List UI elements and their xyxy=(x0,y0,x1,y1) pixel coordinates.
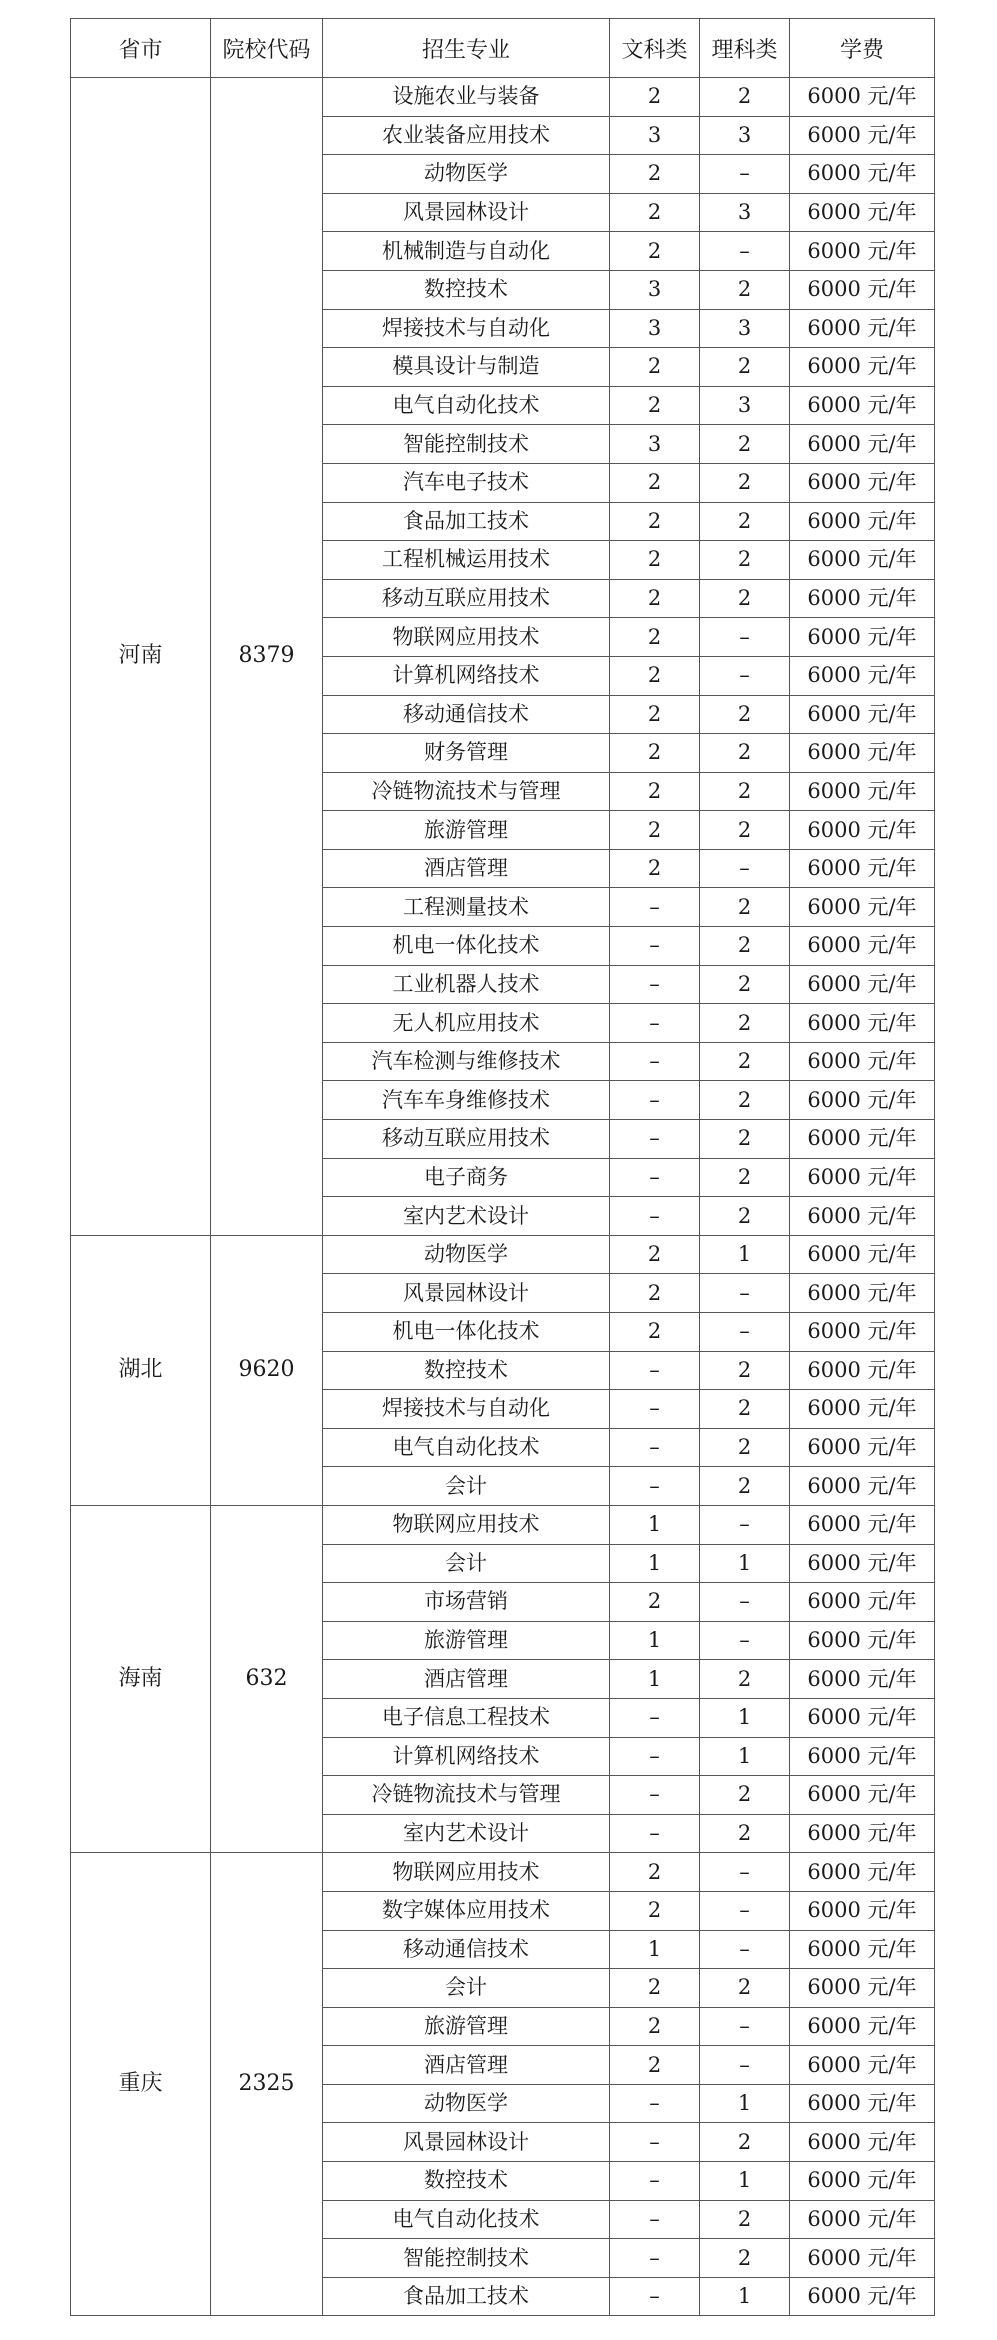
science-quota-cell: – xyxy=(700,1853,790,1892)
tuition-cell: 6000 元/年 xyxy=(790,579,935,618)
arts-quota-cell: 2 xyxy=(610,1891,700,1930)
tuition-cell: 6000 元/年 xyxy=(790,2162,935,2201)
major-cell: 旅游管理 xyxy=(323,811,610,850)
tuition-cell: 6000 元/年 xyxy=(790,888,935,927)
tuition-cell: 6000 元/年 xyxy=(790,1969,935,2008)
province-cell: 河南 xyxy=(71,78,211,1236)
tuition-cell: 6000 元/年 xyxy=(790,1891,935,1930)
header-arts-quota: 文科类 xyxy=(610,19,700,78)
tuition-cell: 6000 元/年 xyxy=(790,1814,935,1853)
tuition-cell: 6000 元/年 xyxy=(790,1505,935,1544)
major-cell: 旅游管理 xyxy=(323,2007,610,2046)
major-cell: 酒店管理 xyxy=(323,849,610,888)
major-cell: 移动通信技术 xyxy=(323,695,610,734)
arts-quota-cell: 2 xyxy=(610,772,700,811)
major-cell: 室内艺术设计 xyxy=(323,1197,610,1236)
tuition-cell: 6000 元/年 xyxy=(790,309,935,348)
school-code-cell: 2325 xyxy=(211,1853,323,2316)
tuition-cell: 6000 元/年 xyxy=(790,2046,935,2085)
major-cell: 工程测量技术 xyxy=(323,888,610,927)
major-cell: 计算机网络技术 xyxy=(323,656,610,695)
arts-quota-cell: 3 xyxy=(610,116,700,155)
major-cell: 室内艺术设计 xyxy=(323,1814,610,1853)
arts-quota-cell: 1 xyxy=(610,1660,700,1699)
major-cell: 机械制造与自动化 xyxy=(323,232,610,271)
science-quota-cell: – xyxy=(700,1621,790,1660)
science-quota-cell: 2 xyxy=(700,502,790,541)
tuition-cell: 6000 元/年 xyxy=(790,1197,935,1236)
major-cell: 冷链物流技术与管理 xyxy=(323,1776,610,1815)
tuition-cell: 6000 元/年 xyxy=(790,772,935,811)
school-code-cell: 8379 xyxy=(211,78,323,1236)
table-row xyxy=(71,1853,935,1892)
science-quota-cell: – xyxy=(700,232,790,271)
arts-quota-cell: 2 xyxy=(610,618,700,657)
tuition-cell: 6000 元/年 xyxy=(790,78,935,117)
science-quota-cell: 3 xyxy=(700,386,790,425)
province-cell: 重庆 xyxy=(71,1853,211,2316)
science-quota-cell: 1 xyxy=(700,1235,790,1274)
science-quota-cell: – xyxy=(700,656,790,695)
major-cell: 移动互联应用技术 xyxy=(323,1120,610,1159)
province-cell: 湖北 xyxy=(71,1235,211,1505)
arts-quota-cell: – xyxy=(610,1081,700,1120)
tuition-cell: 6000 元/年 xyxy=(790,348,935,387)
major-cell: 汽车车身维修技术 xyxy=(323,1081,610,1120)
arts-quota-cell: 3 xyxy=(610,425,700,464)
tuition-cell: 6000 元/年 xyxy=(790,2277,935,2316)
major-cell: 会计 xyxy=(323,1969,610,2008)
arts-quota-cell: 2 xyxy=(610,1969,700,2008)
tuition-cell: 6000 元/年 xyxy=(790,965,935,1004)
major-cell: 移动通信技术 xyxy=(323,1930,610,1969)
science-quota-cell: 3 xyxy=(700,309,790,348)
major-cell: 焊接技术与自动化 xyxy=(323,309,610,348)
tuition-cell: 6000 元/年 xyxy=(790,502,935,541)
arts-quota-cell: – xyxy=(610,2162,700,2201)
arts-quota-cell: – xyxy=(610,1004,700,1043)
science-quota-cell: 2 xyxy=(700,734,790,773)
science-quota-cell: – xyxy=(700,1274,790,1313)
arts-quota-cell: 3 xyxy=(610,270,700,309)
tuition-cell: 6000 元/年 xyxy=(790,1351,935,1390)
major-cell: 模具设计与制造 xyxy=(323,348,610,387)
table-header xyxy=(71,19,935,78)
header-tuition: 学费 xyxy=(790,19,935,78)
science-quota-cell: 2 xyxy=(700,888,790,927)
science-quota-cell: 1 xyxy=(700,2084,790,2123)
arts-quota-cell: – xyxy=(610,1197,700,1236)
science-quota-cell: – xyxy=(700,1891,790,1930)
arts-quota-cell: 1 xyxy=(610,1505,700,1544)
arts-quota-cell: 2 xyxy=(610,1853,700,1892)
major-cell: 机电一体化技术 xyxy=(323,927,610,966)
tuition-cell: 6000 元/年 xyxy=(790,2200,935,2239)
major-cell: 电子商务 xyxy=(323,1158,610,1197)
tuition-cell: 6000 元/年 xyxy=(790,541,935,580)
tuition-cell: 6000 元/年 xyxy=(790,270,935,309)
tuition-cell: 6000 元/年 xyxy=(790,1235,935,1274)
tuition-cell: 6000 元/年 xyxy=(790,1853,935,1892)
major-cell: 无人机应用技术 xyxy=(323,1004,610,1043)
science-quota-cell: 2 xyxy=(700,270,790,309)
arts-quota-cell: 2 xyxy=(610,1274,700,1313)
arts-quota-cell: 1 xyxy=(610,1930,700,1969)
science-quota-cell: 1 xyxy=(700,2277,790,2316)
science-quota-cell: 2 xyxy=(700,1428,790,1467)
science-quota-cell: 2 xyxy=(700,1004,790,1043)
arts-quota-cell: 1 xyxy=(610,1544,700,1583)
arts-quota-cell: 1 xyxy=(610,1621,700,1660)
science-quota-cell: 1 xyxy=(700,1737,790,1776)
tuition-cell: 6000 元/年 xyxy=(790,1390,935,1429)
major-cell: 汽车电子技术 xyxy=(323,463,610,502)
province-cell: 海南 xyxy=(71,1505,211,1852)
arts-quota-cell: – xyxy=(610,1042,700,1081)
tuition-cell: 6000 元/年 xyxy=(790,1583,935,1622)
arts-quota-cell: – xyxy=(610,1158,700,1197)
major-cell: 酒店管理 xyxy=(323,1660,610,1699)
tuition-cell: 6000 元/年 xyxy=(790,1042,935,1081)
science-quota-cell: 2 xyxy=(700,772,790,811)
science-quota-cell: 2 xyxy=(700,1120,790,1159)
arts-quota-cell: 2 xyxy=(610,811,700,850)
arts-quota-cell: 2 xyxy=(610,2007,700,2046)
header-province: 省市 xyxy=(71,19,211,78)
major-cell: 数控技术 xyxy=(323,2162,610,2201)
header-science-quota: 理科类 xyxy=(700,19,790,78)
science-quota-cell: 1 xyxy=(700,2162,790,2201)
tuition-cell: 6000 元/年 xyxy=(790,1158,935,1197)
school-code-cell: 632 xyxy=(211,1505,323,1852)
arts-quota-cell: 2 xyxy=(610,541,700,580)
header-major: 招生专业 xyxy=(323,19,610,78)
table-body xyxy=(71,78,935,2316)
tuition-cell: 6000 元/年 xyxy=(790,1428,935,1467)
tuition-cell: 6000 元/年 xyxy=(790,1274,935,1313)
tuition-cell: 6000 元/年 xyxy=(790,618,935,657)
science-quota-cell: 2 xyxy=(700,1776,790,1815)
major-cell: 数控技术 xyxy=(323,270,610,309)
arts-quota-cell: 2 xyxy=(610,232,700,271)
arts-quota-cell: 2 xyxy=(610,193,700,232)
arts-quota-cell: 2 xyxy=(610,849,700,888)
tuition-cell: 6000 元/年 xyxy=(790,1737,935,1776)
major-cell: 电气自动化技术 xyxy=(323,386,610,425)
major-cell: 旅游管理 xyxy=(323,1621,610,1660)
tuition-cell: 6000 元/年 xyxy=(790,155,935,194)
tuition-cell: 6000 元/年 xyxy=(790,927,935,966)
arts-quota-cell: 2 xyxy=(610,1235,700,1274)
science-quota-cell: 2 xyxy=(700,1814,790,1853)
arts-quota-cell: – xyxy=(610,2239,700,2278)
tuition-cell: 6000 元/年 xyxy=(790,1544,935,1583)
tuition-cell: 6000 元/年 xyxy=(790,386,935,425)
arts-quota-cell: 2 xyxy=(610,348,700,387)
major-cell: 会计 xyxy=(323,1467,610,1506)
major-cell: 数控技术 xyxy=(323,1351,610,1390)
science-quota-cell: 2 xyxy=(700,425,790,464)
major-cell: 风景园林设计 xyxy=(323,193,610,232)
arts-quota-cell: 2 xyxy=(610,502,700,541)
major-cell: 财务管理 xyxy=(323,734,610,773)
science-quota-cell: 2 xyxy=(700,78,790,117)
major-cell: 风景园林设计 xyxy=(323,1274,610,1313)
science-quota-cell: 2 xyxy=(700,2239,790,2278)
science-quota-cell: 2 xyxy=(700,541,790,580)
arts-quota-cell: – xyxy=(610,1737,700,1776)
arts-quota-cell: – xyxy=(610,965,700,1004)
school-code-cell: 9620 xyxy=(211,1235,323,1505)
science-quota-cell: 2 xyxy=(700,695,790,734)
tuition-cell: 6000 元/年 xyxy=(790,1467,935,1506)
major-cell: 酒店管理 xyxy=(323,2046,610,2085)
tuition-cell: 6000 元/年 xyxy=(790,811,935,850)
tuition-cell: 6000 元/年 xyxy=(790,193,935,232)
header-row xyxy=(71,19,935,78)
science-quota-cell: 2 xyxy=(700,1351,790,1390)
major-cell: 数字媒体应用技术 xyxy=(323,1891,610,1930)
arts-quota-cell: 2 xyxy=(610,695,700,734)
science-quota-cell: – xyxy=(700,618,790,657)
major-cell: 动物医学 xyxy=(323,1235,610,1274)
science-quota-cell: 2 xyxy=(700,1197,790,1236)
science-quota-cell: – xyxy=(700,1505,790,1544)
tuition-cell: 6000 元/年 xyxy=(790,1004,935,1043)
arts-quota-cell: 2 xyxy=(610,579,700,618)
tuition-cell: 6000 元/年 xyxy=(790,1081,935,1120)
science-quota-cell: – xyxy=(700,2046,790,2085)
major-cell: 风景园林设计 xyxy=(323,2123,610,2162)
science-quota-cell: – xyxy=(700,1583,790,1622)
arts-quota-cell: 2 xyxy=(610,656,700,695)
arts-quota-cell: – xyxy=(610,2084,700,2123)
arts-quota-cell: – xyxy=(610,1467,700,1506)
science-quota-cell: – xyxy=(700,2007,790,2046)
tuition-cell: 6000 元/年 xyxy=(790,849,935,888)
arts-quota-cell: – xyxy=(610,1390,700,1429)
arts-quota-cell: – xyxy=(610,2200,700,2239)
arts-quota-cell: 2 xyxy=(610,463,700,502)
tuition-cell: 6000 元/年 xyxy=(790,2239,935,2278)
tuition-cell: 6000 元/年 xyxy=(790,1660,935,1699)
science-quota-cell: 2 xyxy=(700,1390,790,1429)
major-cell: 冷链物流技术与管理 xyxy=(323,772,610,811)
arts-quota-cell: 2 xyxy=(610,386,700,425)
arts-quota-cell: – xyxy=(610,1776,700,1815)
science-quota-cell: 2 xyxy=(700,1081,790,1120)
arts-quota-cell: 2 xyxy=(610,1313,700,1352)
arts-quota-cell: 3 xyxy=(610,309,700,348)
major-cell: 会计 xyxy=(323,1544,610,1583)
science-quota-cell: – xyxy=(700,1930,790,1969)
arts-quota-cell: 2 xyxy=(610,1583,700,1622)
science-quota-cell: 2 xyxy=(700,348,790,387)
tuition-cell: 6000 元/年 xyxy=(790,2007,935,2046)
major-cell: 电气自动化技术 xyxy=(323,1428,610,1467)
arts-quota-cell: 2 xyxy=(610,78,700,117)
arts-quota-cell: – xyxy=(610,888,700,927)
major-cell: 物联网应用技术 xyxy=(323,1853,610,1892)
arts-quota-cell: – xyxy=(610,1120,700,1159)
major-cell: 设施农业与装备 xyxy=(323,78,610,117)
major-cell: 汽车检测与维修技术 xyxy=(323,1042,610,1081)
arts-quota-cell: – xyxy=(610,1351,700,1390)
tuition-cell: 6000 元/年 xyxy=(790,2084,935,2123)
science-quota-cell: 2 xyxy=(700,1660,790,1699)
major-cell: 智能控制技术 xyxy=(323,2239,610,2278)
science-quota-cell: 2 xyxy=(700,579,790,618)
major-cell: 机电一体化技术 xyxy=(323,1313,610,1352)
tuition-cell: 6000 元/年 xyxy=(790,1621,935,1660)
arts-quota-cell: – xyxy=(610,1814,700,1853)
science-quota-cell: 2 xyxy=(700,1467,790,1506)
science-quota-cell: 2 xyxy=(700,927,790,966)
arts-quota-cell: 2 xyxy=(610,734,700,773)
science-quota-cell: – xyxy=(700,155,790,194)
science-quota-cell: 2 xyxy=(700,463,790,502)
tuition-cell: 6000 元/年 xyxy=(790,1313,935,1352)
major-cell: 智能控制技术 xyxy=(323,425,610,464)
tuition-cell: 6000 元/年 xyxy=(790,425,935,464)
tuition-cell: 6000 元/年 xyxy=(790,116,935,155)
major-cell: 焊接技术与自动化 xyxy=(323,1390,610,1429)
science-quota-cell: 3 xyxy=(700,193,790,232)
major-cell: 食品加工技术 xyxy=(323,2277,610,2316)
arts-quota-cell: – xyxy=(610,2277,700,2316)
science-quota-cell: 2 xyxy=(700,811,790,850)
tuition-cell: 6000 元/年 xyxy=(790,232,935,271)
major-cell: 移动互联应用技术 xyxy=(323,579,610,618)
tuition-cell: 6000 元/年 xyxy=(790,1698,935,1737)
header-school-code: 院校代码 xyxy=(211,19,323,78)
science-quota-cell: – xyxy=(700,1313,790,1352)
major-cell: 动物医学 xyxy=(323,155,610,194)
major-cell: 食品加工技术 xyxy=(323,502,610,541)
tuition-cell: 6000 元/年 xyxy=(790,1930,935,1969)
science-quota-cell: 2 xyxy=(700,2123,790,2162)
arts-quota-cell: – xyxy=(610,927,700,966)
major-cell: 电子信息工程技术 xyxy=(323,1698,610,1737)
science-quota-cell: 2 xyxy=(700,1969,790,2008)
science-quota-cell: 2 xyxy=(700,2200,790,2239)
table-row xyxy=(71,78,935,117)
science-quota-cell: – xyxy=(700,849,790,888)
science-quota-cell: 2 xyxy=(700,1042,790,1081)
arts-quota-cell: 2 xyxy=(610,155,700,194)
science-quota-cell: 1 xyxy=(700,1544,790,1583)
science-quota-cell: 2 xyxy=(700,965,790,1004)
science-quota-cell: 2 xyxy=(700,1158,790,1197)
tuition-cell: 6000 元/年 xyxy=(790,2123,935,2162)
tuition-cell: 6000 元/年 xyxy=(790,695,935,734)
major-cell: 工程机械运用技术 xyxy=(323,541,610,580)
arts-quota-cell: – xyxy=(610,2123,700,2162)
tuition-cell: 6000 元/年 xyxy=(790,656,935,695)
enrollment-table xyxy=(70,18,935,2316)
major-cell: 工业机器人技术 xyxy=(323,965,610,1004)
arts-quota-cell: – xyxy=(610,1428,700,1467)
arts-quota-cell: – xyxy=(610,1698,700,1737)
major-cell: 市场营销 xyxy=(323,1583,610,1622)
major-cell: 动物医学 xyxy=(323,2084,610,2123)
major-cell: 物联网应用技术 xyxy=(323,1505,610,1544)
major-cell: 农业装备应用技术 xyxy=(323,116,610,155)
arts-quota-cell: 2 xyxy=(610,2046,700,2085)
tuition-cell: 6000 元/年 xyxy=(790,463,935,502)
science-quota-cell: 1 xyxy=(700,1698,790,1737)
major-cell: 物联网应用技术 xyxy=(323,618,610,657)
major-cell: 电气自动化技术 xyxy=(323,2200,610,2239)
table-row xyxy=(71,1505,935,1544)
tuition-cell: 6000 元/年 xyxy=(790,1120,935,1159)
science-quota-cell: 3 xyxy=(700,116,790,155)
table-row xyxy=(71,1235,935,1274)
major-cell: 计算机网络技术 xyxy=(323,1737,610,1776)
tuition-cell: 6000 元/年 xyxy=(790,1776,935,1815)
tuition-cell: 6000 元/年 xyxy=(790,734,935,773)
